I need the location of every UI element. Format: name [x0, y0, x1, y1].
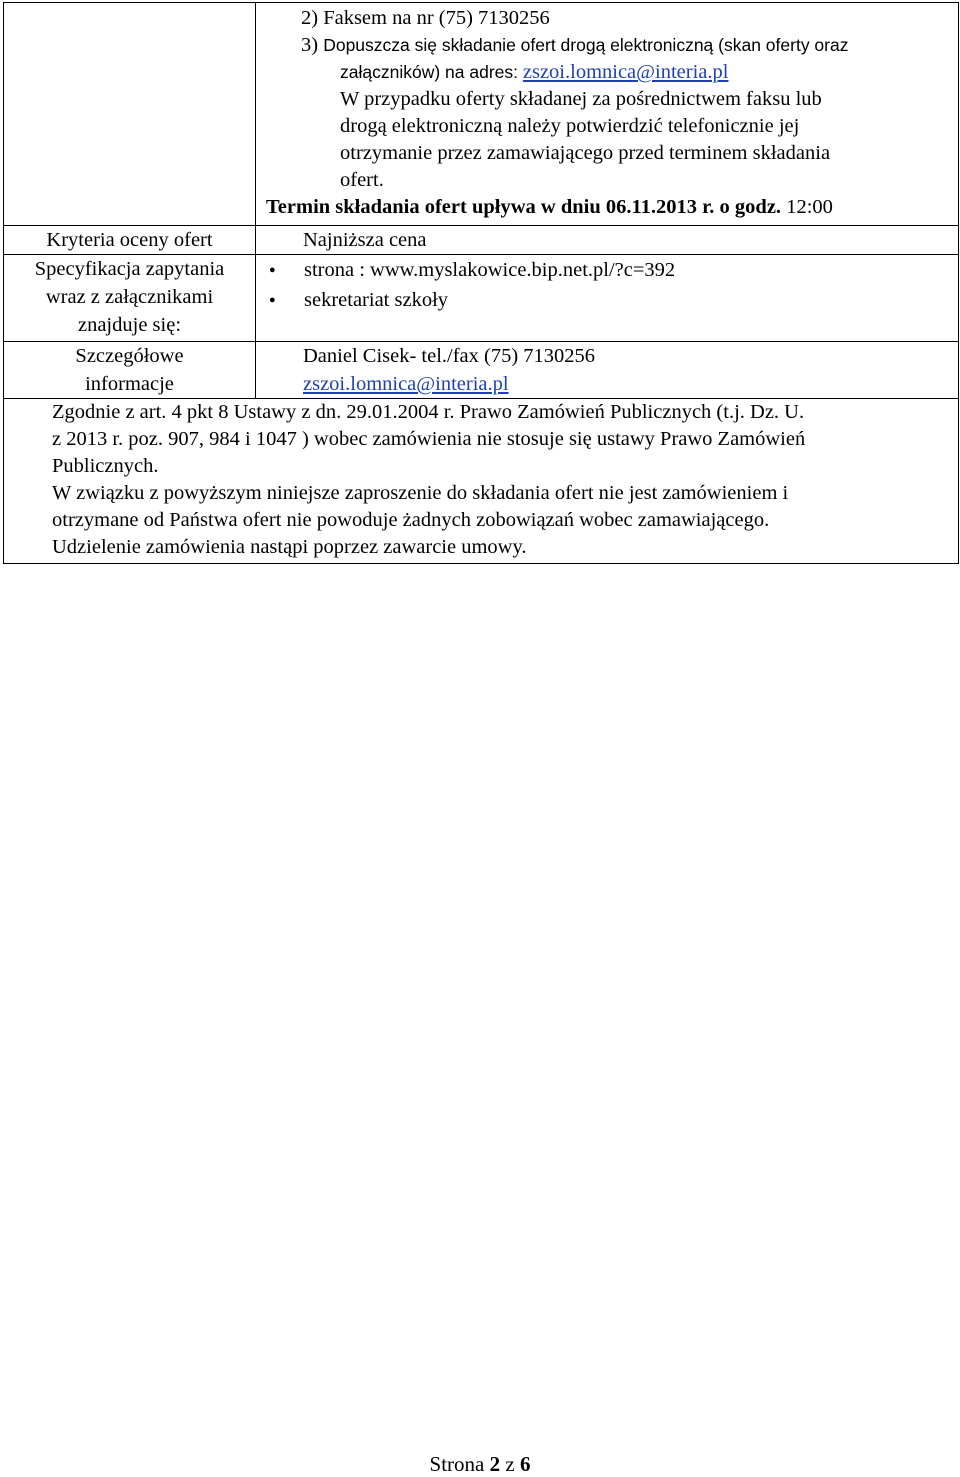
criteria-label: Kryteria oceny ofert	[46, 229, 213, 251]
details-label: Szczegółowe	[75, 345, 184, 367]
criteria-value-cell	[256, 226, 959, 255]
fax-number-text: Faksem na nr (75) 7130256	[323, 7, 550, 29]
notice-line: Zgodnie z art. 4 pkt 8 Ustawy z dn. 29.01.2004 r. Prawo Zamówień Publicznych (t.j. Dz. U.	[52, 401, 805, 423]
contact-person: Daniel Cisek- tel./fax (75) 7130256	[303, 345, 596, 367]
confirm-text: drogą elektroniczną należy potwierdzić telefonicznie jej	[340, 115, 800, 137]
details-row	[4, 342, 959, 399]
footer-prefix: Strona	[429, 1452, 490, 1476]
specification-label: Specyfikacja zapytania	[34, 258, 225, 280]
specification-website: strona : www.myslakowice.bip.net.pl/?c=392	[304, 259, 676, 281]
specification-label: znajduje się:	[77, 314, 182, 336]
page-total: 6	[519, 1452, 531, 1476]
submission-row	[4, 3, 959, 226]
submission-item-2	[256, 5, 958, 32]
email-link[interactable]: zszoi.lomnica@interia.pl	[522, 61, 729, 83]
electronic-submission-text: Dopuszcza się składanie ofert drogą elektroniczną (skan oferty oraz	[323, 35, 849, 55]
confirm-line-1	[256, 86, 958, 113]
deadline-line	[256, 194, 958, 221]
submission-cell	[256, 3, 959, 226]
details-email-link[interactable]: zszoi.lomnica@interia.pl	[303, 373, 509, 395]
confirm-line-4	[256, 167, 958, 194]
page-footer	[0, 1452, 960, 1477]
notice-line: z 2013 r. poz. 907, 984 i 1047 ) wobec zamówienia nie stosuje się ustawy Prawo Zamówień	[52, 428, 806, 450]
submission-item-3	[256, 32, 958, 59]
criteria-value: Najniższa cena	[303, 229, 427, 251]
deadline-time: 12:00	[781, 196, 833, 218]
notice-line: Publicznych.	[52, 455, 159, 477]
address-prefix: załączników) na adres:	[340, 62, 523, 82]
notice-cell	[4, 399, 959, 564]
submission-label-cell	[4, 3, 256, 226]
criteria-label-cell	[4, 226, 256, 255]
specification-label: wraz z załącznikami	[45, 286, 214, 308]
specification-row	[4, 255, 959, 342]
notice-line: otrzymane od Państwa ofert nie powoduje żadnych zobowiązań wobec zamawiającego.	[52, 509, 770, 531]
list-item	[256, 285, 958, 315]
confirm-text: W przypadku oferty składanej za pośrednictwem faksu lub	[340, 88, 822, 110]
list-number: 3)	[301, 34, 319, 56]
specification-value-cell	[256, 255, 959, 342]
specification-list	[256, 255, 958, 315]
criteria-row	[4, 226, 959, 255]
details-label-cell	[4, 342, 256, 399]
specification-label-cell	[4, 255, 256, 342]
document-table	[3, 2, 959, 564]
notice-row	[4, 399, 959, 564]
confirm-line-3	[256, 140, 958, 167]
page-number: 2	[489, 1452, 501, 1476]
confirm-text: otrzymanie przez zamawiającego przed terminem składania	[340, 142, 831, 164]
submission-item-3-cont	[256, 59, 958, 86]
notice-line: W związku z powyższym niniejsze zaproszenie do składania ofert nie jest zamówieniem i	[52, 482, 789, 504]
list-number: 2)	[301, 7, 319, 29]
footer-middle: z	[500, 1452, 520, 1476]
deadline-text: Termin składania ofert upływa w dniu 06.11.2013 r. o godz.	[266, 196, 782, 218]
list-item	[256, 255, 958, 285]
confirm-text: ofert.	[340, 169, 384, 191]
specification-office: sekretariat szkoły	[304, 289, 449, 311]
notice-line: Udzielenie zamówienia nastąpi poprzez zawarcie umowy.	[52, 536, 527, 558]
details-label: informacje	[85, 373, 174, 395]
confirm-line-2	[256, 113, 958, 140]
details-value-cell	[256, 342, 959, 399]
